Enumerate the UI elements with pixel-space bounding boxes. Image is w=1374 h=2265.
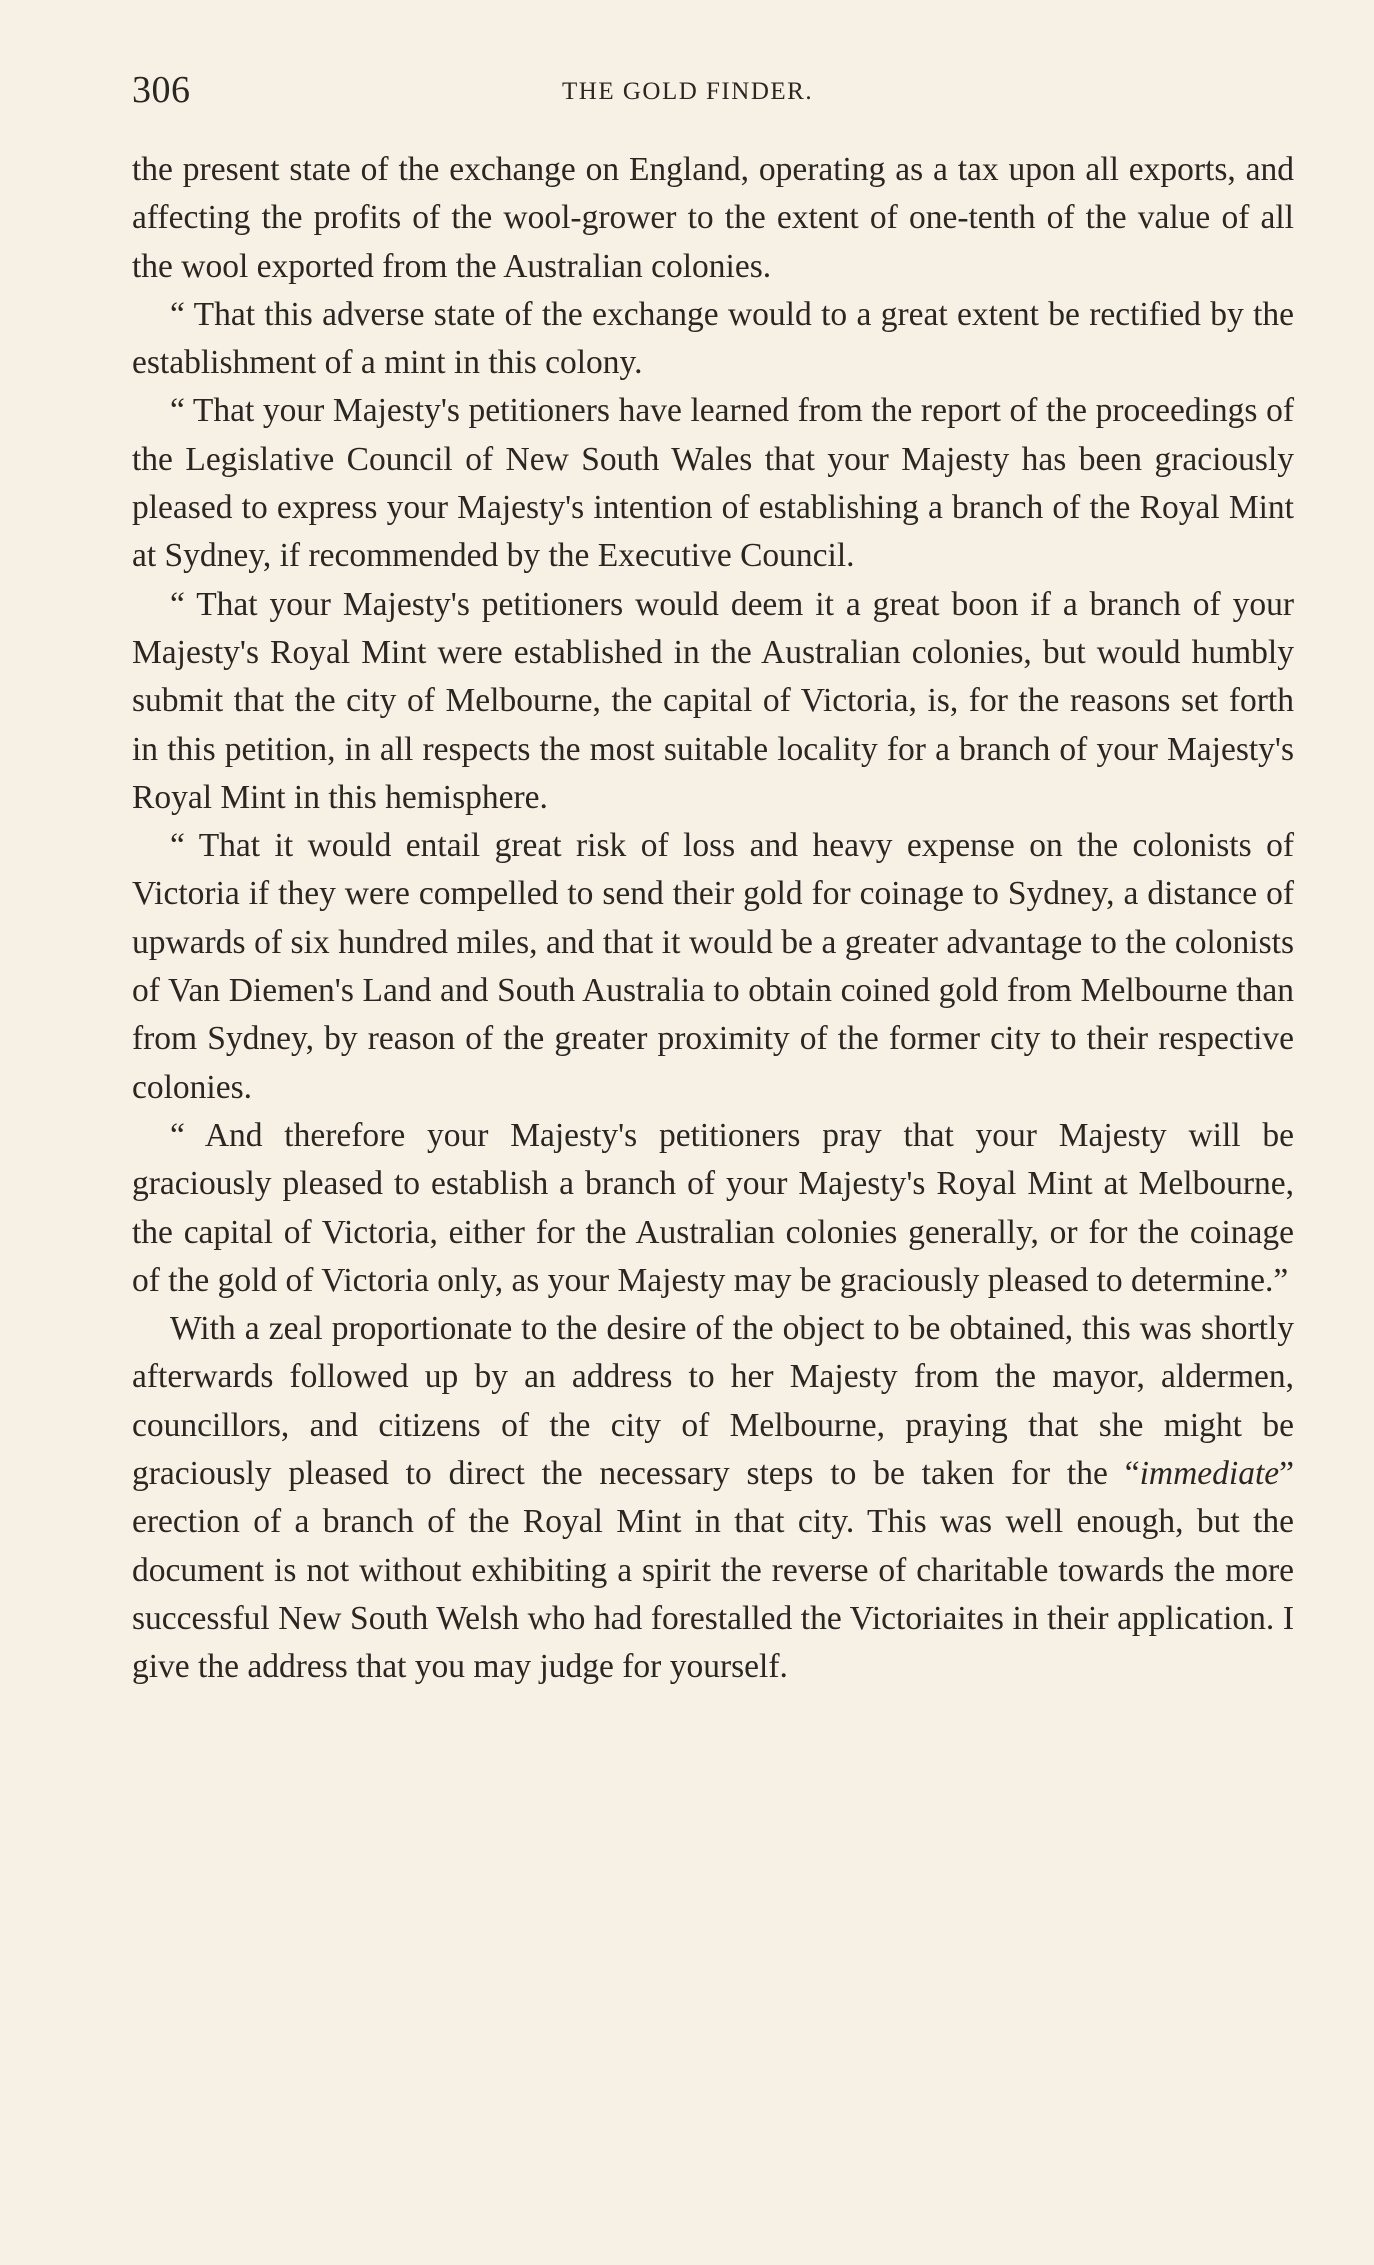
paragraph-petition-boon: “ That your Majesty's petitioners would deem it a great boon if a branch of your Majesty's Royal Mint were established in the Australian colonies, but would humbly submit that the city of Melbourne, the capital of Victoria, is, for the reasons set forth in this petition, in all respects the most suitable locality for a branch of your Majesty's Royal Mint in this hemisphere. <box>132 585 1294 816</box>
paragraph-continuation: the present state of the exchange on England, operating as a tax upon all exports, and affecting the profits of the wool-grower to the extent of one-tenth of the value of all the wool exported from the Australian colonies. <box>132 151 1294 285</box>
paragraph-petition-risk: “ That it would entail great risk of loss and heavy expense on the colonists of Victoria if they were compelled to send their gold for coinage to Sydney, a distance of upwards of six hundred miles, and that it would be a greater advantage to the colonists of Van Diemen's Land and South Australia to obtain coined gold from Melbourne than from Sydney, by reason of the greater proximity of the former city to their respective colonies. <box>132 827 1294 1106</box>
body-text <box>132 146 1294 1692</box>
paragraph-petition-legislative-council: “ That your Majesty's petitioners have learned from the report of the proceedings of the Legislative Council of New South Wales that your Majesty has been graciously pleased to express your Majesty's intention of establishing a branch of the Royal Mint at Sydney, if recommended by the Executive Council. <box>132 392 1294 575</box>
running-title: THE GOLD FINDER. <box>562 78 814 105</box>
paragraph-petition-exchange: “ That this adverse state of the exchange would to a great extent be rectified by the establishment of a mint in this colony. <box>132 295 1294 382</box>
address-text-end: ” erection of a branch of the Royal Mint in that city. This was well enough, but the document is not without exhibiting a spirit the reverse of charitable towards the more successful New South Welsh who had forestalled the Victoriaites in their application. I give the address that you may judge for yourself. <box>132 1455 1294 1686</box>
address-text-start: With a zeal proportionate to the desire of the object to be obtained, this was shortly afterwards followed up by an address to her Majesty from the mayor, aldermen, councillors, and citizens of the city of Melbourne, praying that she might be graciously pleased to direct the necessary steps to be taken for the “ <box>132 1310 1294 1493</box>
page-number: 306 <box>132 69 191 111</box>
paragraph-address <box>132 1305 1294 1691</box>
paragraph-petition-prayer: “ And therefore your Majesty's petitioners pray that your Majesty will be graciously pleased to establish a branch of your Majesty's Royal Mint at Melbourne, the capital of Victoria, either for the Australian colonies generally, or for the coinage of the gold of Victoria only, as your Majesty may be graciously pleased to determine.” <box>132 1116 1294 1299</box>
page-header <box>132 68 1292 124</box>
italic-word: immediate <box>1139 1455 1280 1493</box>
